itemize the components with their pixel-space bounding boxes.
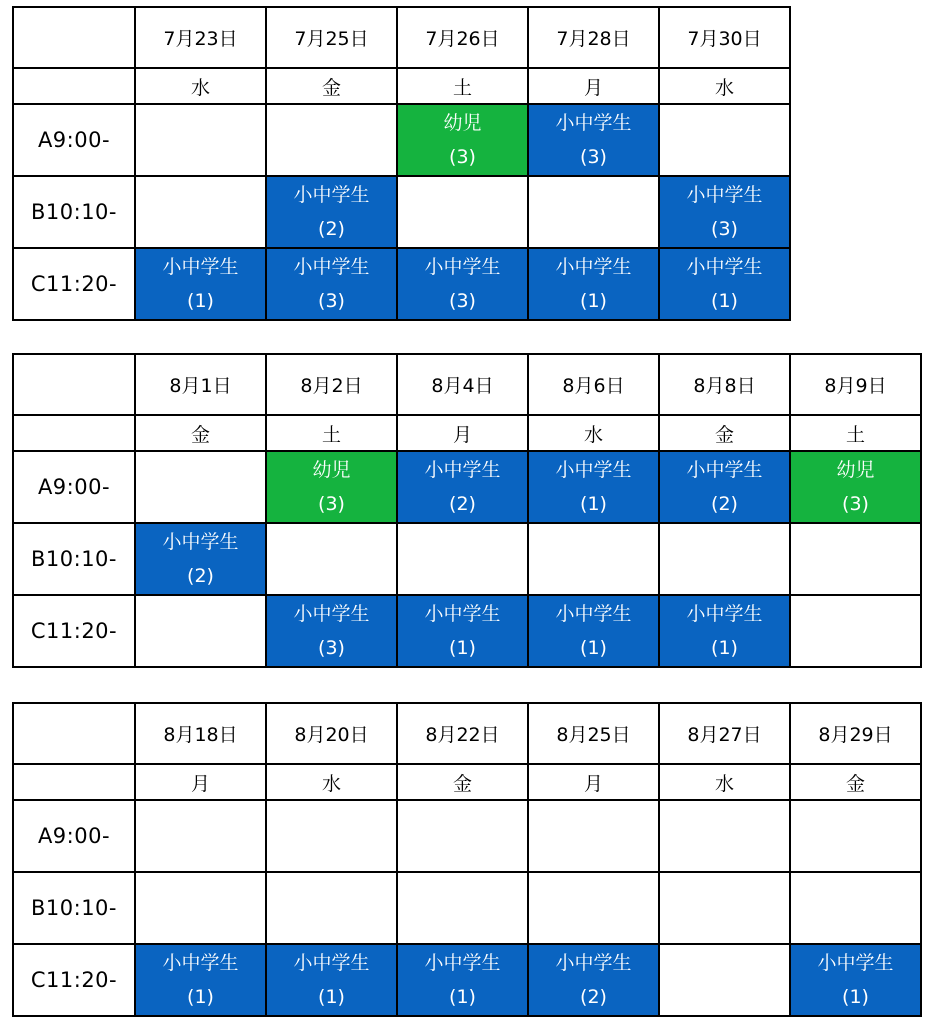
weekday-header: 金 [135,415,266,451]
empty-cell [659,104,790,176]
date-header: 8月27日 [659,703,790,764]
session-count: (1) [187,986,214,1008]
weekday-header: 月 [135,764,266,800]
time-slot-label: A9:00- [13,800,135,872]
student-session-cell [659,248,790,320]
session-category: 小中学生 [293,184,370,206]
empty-cell [135,451,266,523]
session-category: 小中学生 [686,459,763,481]
time-slot-row [13,248,790,320]
session-count: (1) [711,637,738,659]
empty-cell [397,800,528,872]
empty-cell [397,872,528,944]
infant-session-cell [790,451,921,523]
weekday-row [13,68,790,104]
session-category: 小中学生 [686,184,763,206]
corner-cell [13,7,135,68]
time-slot-row [13,451,921,523]
student-session-cell [397,451,528,523]
student-session-cell [528,944,659,1016]
date-header: 8月9日 [790,354,921,415]
session-category: 小中学生 [424,603,501,625]
time-slot-row [13,176,790,248]
time-slot-row [13,595,921,667]
weekday-corner-cell [13,68,135,104]
time-slot-label: A9:00- [13,104,135,176]
weekday-corner-cell [13,764,135,800]
weekday-header: 土 [266,415,397,451]
session-count: (1) [711,290,738,312]
student-session-cell [135,523,266,595]
session-category: 小中学生 [293,952,370,974]
weekday-header: 水 [528,415,659,451]
student-session-cell [528,248,659,320]
session-category: 小中学生 [555,603,632,625]
time-slot-label: B10:10- [13,176,135,248]
time-slot-label: B10:10- [13,872,135,944]
time-slot-row [13,872,921,944]
empty-cell [135,104,266,176]
session-count: (1) [449,986,476,1008]
session-category: 小中学生 [555,952,632,974]
session-category: 小中学生 [162,256,239,278]
empty-cell [659,523,790,595]
session-count: (2) [580,986,607,1008]
empty-cell [266,523,397,595]
weekday-header: 水 [659,764,790,800]
time-slot-label: A9:00- [13,451,135,523]
time-slot-label: B10:10- [13,523,135,595]
session-category: 小中学生 [555,459,632,481]
empty-cell [135,800,266,872]
session-count: (3) [318,290,345,312]
time-slot-row [13,523,921,595]
session-category: 小中学生 [686,256,763,278]
session-category: 小中学生 [817,952,894,974]
schedule-table [12,702,922,1017]
session-category: 小中学生 [162,952,239,974]
student-session-cell [266,248,397,320]
weekday-header: 水 [659,68,790,104]
empty-cell [528,872,659,944]
session-category: 幼児 [312,459,351,481]
session-category: 小中学生 [162,531,239,553]
time-slot-label: C11:20- [13,248,135,320]
session-count: (2) [187,565,214,587]
date-row [13,7,790,68]
session-count: (1) [580,493,607,515]
empty-cell [266,104,397,176]
session-count: (3) [711,218,738,240]
session-count: (3) [842,493,869,515]
date-header: 8月8日 [659,354,790,415]
corner-cell [13,703,135,764]
empty-cell [528,800,659,872]
student-session-cell [266,595,397,667]
student-session-cell [528,451,659,523]
time-slot-label: C11:20- [13,595,135,667]
date-row [13,354,921,415]
student-session-cell [397,944,528,1016]
session-category: 幼児 [836,459,875,481]
student-session-cell [659,595,790,667]
infant-session-cell [266,451,397,523]
weekday-header: 水 [266,764,397,800]
empty-cell [790,872,921,944]
corner-cell [13,354,135,415]
time-slot-row [13,104,790,176]
weekday-header: 土 [790,415,921,451]
weekday-header: 金 [397,764,528,800]
student-session-cell [266,176,397,248]
student-session-cell [135,248,266,320]
session-category: 小中学生 [424,459,501,481]
student-session-cell [659,176,790,248]
empty-cell [397,523,528,595]
time-slot-row [13,944,921,1016]
empty-cell [397,176,528,248]
student-session-cell [397,595,528,667]
session-category: 小中学生 [555,256,632,278]
session-category: 小中学生 [686,603,763,625]
date-header: 8月25日 [528,703,659,764]
schedule-table [12,6,791,321]
session-count: (3) [449,290,476,312]
empty-cell [528,523,659,595]
empty-cell [659,944,790,1016]
date-header: 8月2日 [266,354,397,415]
student-session-cell [397,248,528,320]
date-header: 8月6日 [528,354,659,415]
empty-cell [528,176,659,248]
empty-cell [659,800,790,872]
session-count: (2) [711,493,738,515]
session-category: 小中学生 [293,256,370,278]
date-header: 7月23日 [135,7,266,68]
session-count: (3) [318,637,345,659]
date-row [13,703,921,764]
session-count: (3) [449,146,476,168]
weekday-header: 金 [790,764,921,800]
date-header: 7月26日 [397,7,528,68]
session-category: 小中学生 [424,952,501,974]
session-count: (3) [318,493,345,515]
session-count: (2) [318,218,345,240]
session-count: (1) [187,290,214,312]
empty-cell [659,872,790,944]
empty-cell [790,800,921,872]
session-category: 小中学生 [555,112,632,134]
student-session-cell [528,595,659,667]
empty-cell [790,595,921,667]
empty-cell [135,176,266,248]
student-session-cell [266,944,397,1016]
session-count: (1) [580,637,607,659]
date-header: 8月1日 [135,354,266,415]
weekday-header: 金 [659,415,790,451]
empty-cell [135,872,266,944]
weekday-row [13,415,921,451]
empty-cell [266,800,397,872]
weekday-row [13,764,921,800]
session-category: 小中学生 [293,603,370,625]
date-header: 7月30日 [659,7,790,68]
student-session-cell [528,104,659,176]
student-session-cell [790,944,921,1016]
session-count: (1) [318,986,345,1008]
weekday-header: 月 [528,68,659,104]
date-header: 8月4日 [397,354,528,415]
date-header: 8月22日 [397,703,528,764]
weekday-header: 月 [397,415,528,451]
student-session-cell [135,944,266,1016]
weekday-corner-cell [13,415,135,451]
date-header: 8月18日 [135,703,266,764]
session-count: (1) [580,290,607,312]
weekday-header: 金 [266,68,397,104]
weekday-header: 土 [397,68,528,104]
date-header: 7月25日 [266,7,397,68]
empty-cell [790,523,921,595]
session-count: (1) [449,637,476,659]
date-header: 8月20日 [266,703,397,764]
session-count: (2) [449,493,476,515]
session-category: 小中学生 [424,256,501,278]
time-slot-row [13,800,921,872]
time-slot-label: C11:20- [13,944,135,1016]
date-header: 8月29日 [790,703,921,764]
weekday-header: 水 [135,68,266,104]
session-count: (3) [580,146,607,168]
session-count: (1) [842,986,869,1008]
infant-session-cell [397,104,528,176]
student-session-cell [659,451,790,523]
weekday-header: 月 [528,764,659,800]
empty-cell [266,872,397,944]
date-header: 7月28日 [528,7,659,68]
empty-cell [135,595,266,667]
schedule-table [12,353,922,668]
session-category: 幼児 [443,112,482,134]
